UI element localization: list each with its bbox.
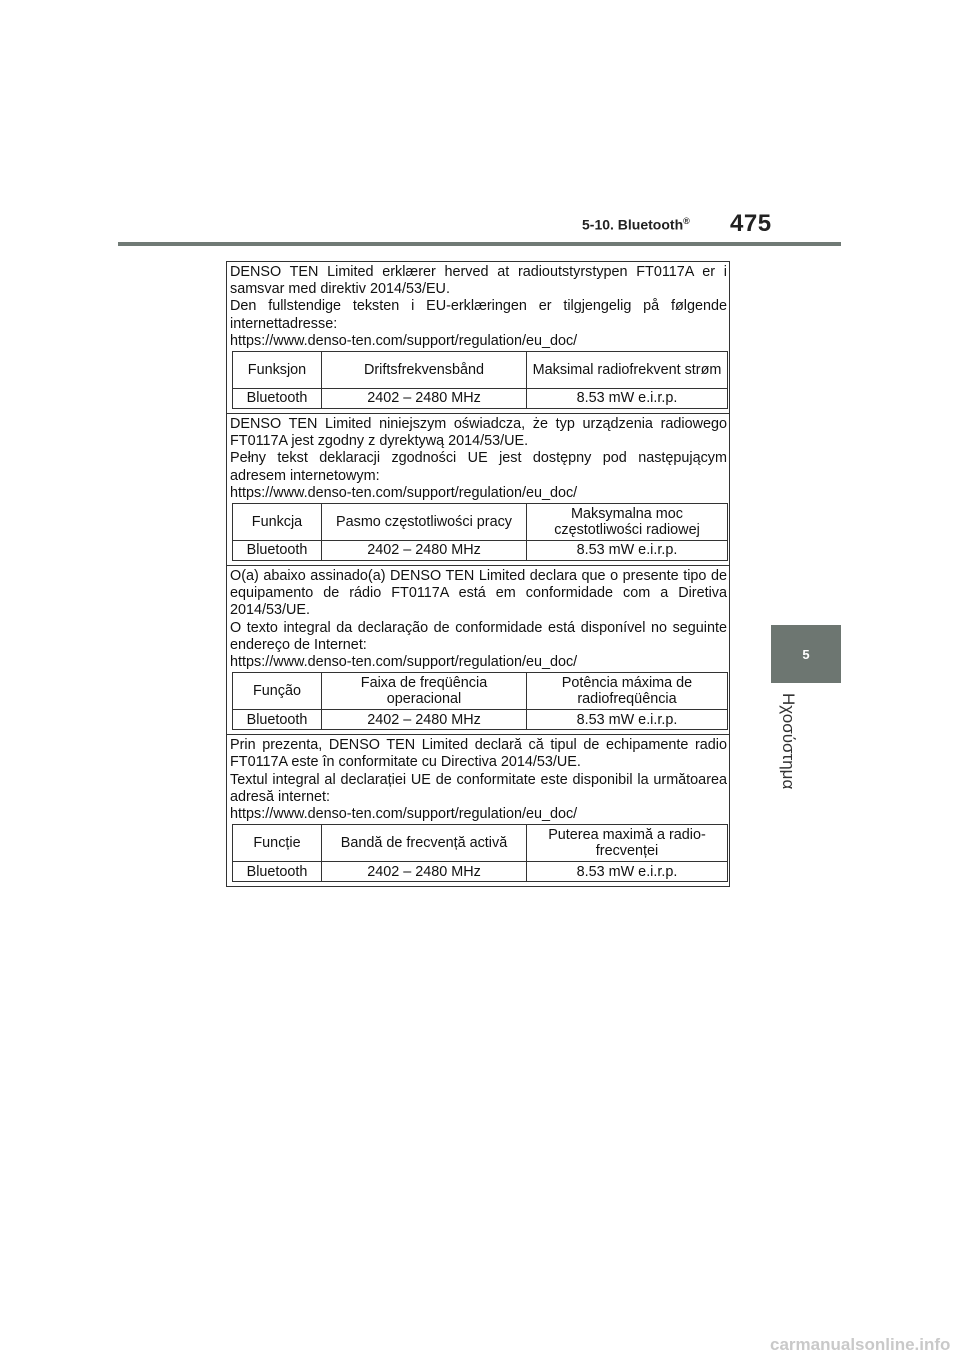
table-header-cell: Maksymalna moc częstotliwości radiowej: [527, 504, 728, 541]
table-row: [233, 710, 728, 730]
spec-table: [232, 351, 728, 409]
table-header-row: [233, 673, 728, 710]
declaration-url[interactable]: https://www.denso-ten.com/support/regulation/eu_doc/: [230, 654, 578, 671]
table-header-cell: Bandă de frecvență activă: [322, 825, 527, 862]
declaration-url[interactable]: https://www.denso-ten.com/support/regulation/eu_doc/: [230, 332, 578, 349]
declaration-availability-text: Textul integral al declarației UE de conformitate este disponibil la următoarea adresă internet:: [230, 771, 727, 805]
section-title: 5-10. Bluetooth®: [582, 216, 690, 233]
declaration-availability-text: Pełny tekst deklaracji zgodności UE jest dostępny pod następującym adresem internetowym:: [230, 450, 727, 484]
table-cell: 8.53 mW e.i.r.p.: [527, 710, 728, 730]
declaration-text: O(a) abaixo assinado(a) DENSO TEN Limited declara que o presente tipo de equipamento de rádio FT0117A está em conformidade com a Diretiva 2014/53/UE.: [230, 568, 727, 619]
table-row: [233, 389, 728, 409]
table-header-cell: Funksjon: [233, 352, 322, 389]
header-divider: [118, 242, 841, 246]
declaration-text: Prin prezenta, DENSO TEN Limited declară că tipul de echipamente radio FT0117A este în conformitate cu Directiva 2014/53/UE.: [230, 737, 727, 771]
table-cell: Bluetooth: [233, 389, 322, 409]
table-row: [233, 541, 728, 561]
table-row: [233, 862, 728, 882]
table-header-row: [233, 352, 728, 389]
table-header-row: [233, 504, 728, 541]
watermark: carmanualsonline.info: [770, 1335, 951, 1354]
chapter-tab: [771, 625, 841, 683]
spec-table: [232, 503, 728, 561]
table-cell: 8.53 mW e.i.r.p.: [527, 541, 728, 561]
spec-table: [232, 672, 728, 730]
table-header-row: [233, 825, 728, 862]
table-header-cell: Driftsfrekvensbånd: [322, 352, 527, 389]
declaration-block-norwegian: [227, 262, 729, 414]
table-header-cell: Maksimal radiofrekvent strøm: [527, 352, 728, 389]
table-cell: 2402 – 2480 MHz: [322, 389, 527, 409]
declaration-box: [226, 261, 730, 887]
table-header-cell: Faixa de freqüência operacional: [322, 673, 527, 710]
table-header-cell: Funcție: [233, 825, 322, 862]
declaration-url[interactable]: https://www.denso-ten.com/support/regulation/eu_doc/: [230, 806, 578, 823]
chapter-title: Ηχοσύστημα: [779, 693, 798, 790]
table-header-cell: Pasmo częstotliwości pracy: [322, 504, 527, 541]
chapter-number: 5: [802, 646, 810, 662]
table-cell: 2402 – 2480 MHz: [322, 862, 527, 882]
table-header-cell: Funkcja: [233, 504, 322, 541]
declaration-text: DENSO TEN Limited niniejszym oświadcza, że typ urządzenia radiowego FT0117A jest zgodny z dyrektywą 2014/53/UE.: [230, 416, 727, 450]
table-cell: 2402 – 2480 MHz: [322, 541, 527, 561]
table-cell: 8.53 mW e.i.r.p.: [527, 389, 728, 409]
table-cell: Bluetooth: [233, 710, 322, 730]
table-cell: 2402 – 2480 MHz: [322, 710, 527, 730]
declaration-url[interactable]: https://www.denso-ten.com/support/regulation/eu_doc/: [230, 484, 578, 501]
spec-table: [232, 824, 728, 882]
table-header-cell: Potência máxima de radiofreqüência: [527, 673, 728, 710]
table-header-cell: Puterea maximă a radio-frecvenței: [527, 825, 728, 862]
table-cell: Bluetooth: [233, 541, 322, 561]
declaration-text: DENSO TEN Limited erklærer herved at radioutstyrstypen FT0117A er i samsvar med direktiv 2014/53/EU.: [230, 264, 727, 298]
page-number: 475: [730, 210, 772, 237]
declaration-block-polish: [227, 414, 729, 566]
table-header-cell: Função: [233, 673, 322, 710]
table-cell: Bluetooth: [233, 862, 322, 882]
declaration-block-portuguese: [227, 566, 729, 735]
table-cell: 8.53 mW e.i.r.p.: [527, 862, 728, 882]
declaration-availability-text: O texto integral da declaração de conformidade está disponível no seguinte endereço de Internet:: [230, 619, 727, 653]
declaration-block-romanian: [227, 735, 729, 886]
declaration-availability-text: Den fullstendige teksten i EU-erklæringen er tilgjengelig på følgende internettadresse:: [230, 298, 727, 332]
